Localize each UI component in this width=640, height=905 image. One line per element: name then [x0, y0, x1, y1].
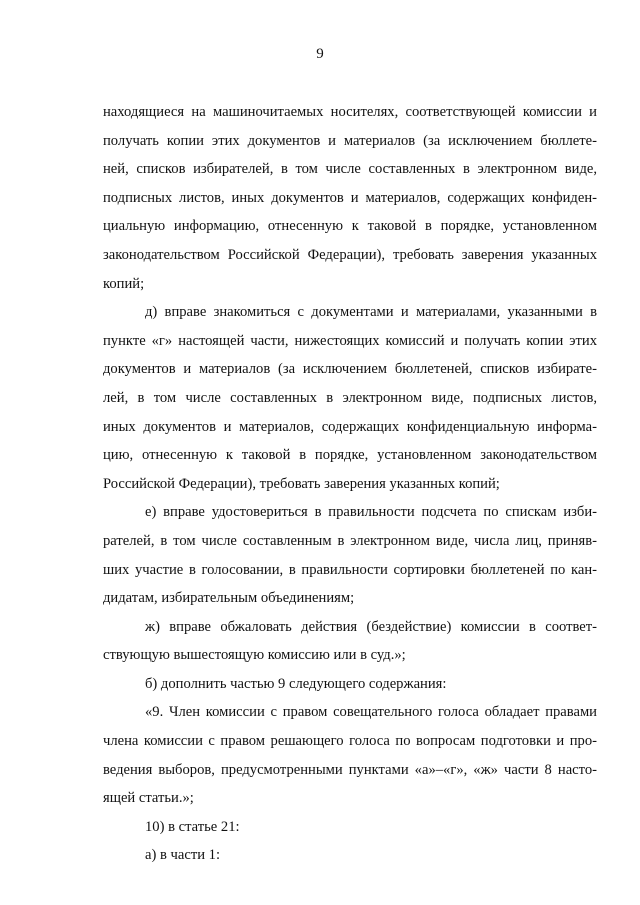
text-line: находящиеся на машиночитаемых носителях, соответствующей комиссии и [103, 104, 597, 120]
text-line: дидатам, избирательным объединениям; [103, 590, 355, 607]
text-line: 10) в статье 21: [145, 818, 240, 835]
text-line: а) в части 1: [145, 847, 221, 864]
text-line: д) вправе знакомиться с документами и материалами, указанными в [145, 304, 597, 321]
text-line: лей, в том числе составленных в электронном виде, подписных листов, [103, 389, 597, 406]
text-line: подписных листов, иных документов и материалов, содержащих конфиден- [103, 189, 597, 206]
text-line: члена комиссии с правом решающего голоса по вопросам подготовки и про- [103, 733, 597, 750]
text-line: ящей статьи.»; [103, 790, 194, 807]
text-line: ших участие в голосовании, в правильности сортировки бюллетеней по кан- [103, 561, 597, 578]
text-line: ствующую вышестоящую комиссию или в суд.»; [103, 647, 406, 664]
text-line: рателей, в том числе составленным в электронном виде, числа лиц, приняв- [103, 532, 597, 549]
text-line: цию, отнесенную к таковой в порядке, установленном законодательством [103, 447, 597, 464]
text-line: пункте «г» настоящей части, нижестоящих комиссий и получать копии этих [103, 332, 597, 349]
text-line: Российской Федерации), требовать заверения указанных копий; [103, 475, 500, 492]
text-line: иных документов и материалов, содержащих конфиденциальную информа- [103, 418, 597, 435]
document-body [103, 98, 597, 870]
page-number: 9 [316, 46, 324, 62]
text-line: документов и материалов (за исключением бюллетеней, списков избирате- [103, 361, 597, 378]
text-line: ж) вправе обжаловать действия (бездействие) комиссии в соответ- [145, 618, 597, 635]
text-line: б) дополнить частью 9 следующего содержания: [145, 675, 447, 692]
text-line: циальную информацию, отнесенную к таковой в порядке, установленном [103, 218, 597, 235]
text-line: законодательством Российской Федерации), требовать заверения указанных [103, 246, 597, 263]
text-line: ней, списков избирателей, в том числе составленных в электронном виде, [103, 161, 597, 178]
text-line: получать копии этих документов и материалов (за исключением бюллете- [103, 132, 597, 149]
text-line: ведения выборов, предусмотренными пунктами «а»–«г», «ж» части 8 насто- [103, 761, 597, 778]
text-line: копий; [103, 275, 145, 292]
text-line: е) вправе удостовериться в правильности подсчета по спискам изби- [145, 504, 597, 521]
text-line: «9. Член комиссии с правом совещательного голоса обладает правами [145, 704, 597, 721]
